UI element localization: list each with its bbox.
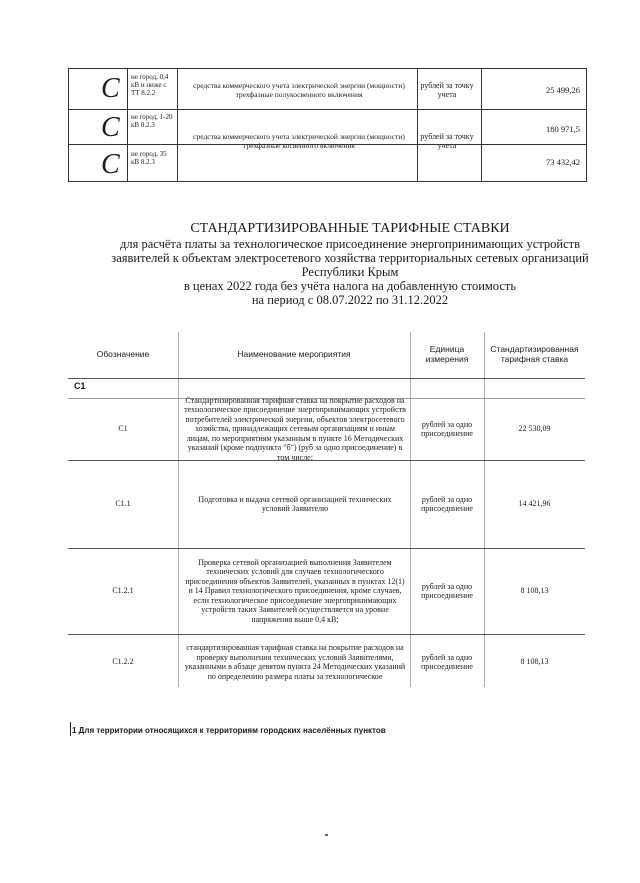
section-label: C1 xyxy=(74,381,86,391)
header-name: Наименование мероприятия xyxy=(237,349,351,359)
table-row xyxy=(68,548,585,634)
rate-amount: 73 432,42 xyxy=(546,157,580,167)
table-row xyxy=(69,144,586,182)
row-rate: 22 530,09 xyxy=(518,424,551,434)
row-unit: рублей за одно присоединение xyxy=(421,494,473,513)
header-unit: Единица измерения xyxy=(425,344,469,364)
heading-line: Республики Крым xyxy=(301,265,399,279)
row-rate: 14 421,96 xyxy=(518,499,551,509)
measure-description: средства коммерческого учета электрической энергии (мощности) трехфазные полукосвенного включения xyxy=(193,81,405,99)
row-unit: рублей за одно присоединение xyxy=(421,652,473,671)
table-row xyxy=(68,634,585,690)
location-label: не город, 35 кВ 8.2.3 xyxy=(131,150,167,166)
row-code: C1.1 xyxy=(115,499,131,509)
top-tariff-table xyxy=(68,68,587,182)
rate-letter: C xyxy=(101,149,120,180)
header-designation: Обозначение xyxy=(96,349,150,359)
rate-amount: 25 499,26 xyxy=(546,85,580,95)
location-label: не город, 0,4 кВ и ниже с ТТ 8.2.2 xyxy=(131,73,169,97)
header-rate: Стандартизированная тарифная ставка xyxy=(490,344,579,364)
row-rate: 8 108,13 xyxy=(520,586,549,596)
heading-title: СТАНДАРТИЗИРОВАННЫЕ ТАРИФНЫЕ СТАВКИ xyxy=(190,221,510,236)
table-header xyxy=(68,332,585,382)
rate-letter: C xyxy=(101,112,120,143)
heading-line: на период с 08.07.2022 по 31.12.2022 xyxy=(251,293,449,307)
table-row xyxy=(69,109,586,150)
unit-label: рублей за точку учета xyxy=(420,81,474,99)
measure-description: средства коммерческого учета электрической энергии (мощности) трехфазные косвенного включения xyxy=(193,132,405,150)
row-rate: 8 108,13 xyxy=(520,657,549,667)
footnote-marker xyxy=(70,722,71,736)
rate-amount: 180 971,5 xyxy=(546,124,580,134)
location-label: не город, 1-20 кВ 8.2.3 xyxy=(131,113,173,129)
row-code: C1 xyxy=(118,424,128,434)
footnote: 1 Для территории относящихся к территориям городских населённых пунктов xyxy=(72,726,386,735)
row-code: C1.2.1 xyxy=(112,586,134,596)
document-heading xyxy=(60,222,640,307)
row-name: Стандартизированная тарифная ставка на покрытие расходов на технологическое присоединение энергопринимающих устройств потребителей электрической энергии, объектов электросетевого хозяйства, принадлежащих сетевым организациям и иным лицам, по мероприятиям указанным в пункте 16 Методических указаний (кроме подпункта "б") (руб за одно присоединение) в том числе: xyxy=(184,395,406,462)
table-row xyxy=(69,69,586,109)
row-unit: рублей за одно присоединение xyxy=(421,419,473,438)
row-name: Проверка сетевой организацией выполнения Заявителем технических условий для случаев технологического присоединения объектов Заявителей, указанных в пунктах 12(1) и 14 Правил технологического присоединения, кроме случаев, если технологическое присоединение энергопринимающих устройств таких Заявителей осуществляется на уровне напряжения выше 0,4 кВ; xyxy=(185,557,405,624)
unit-label: рублей за точку учета xyxy=(420,132,474,150)
heading-line: заявителей к объектам электросетевого хозяйства территориальных сетевых организаций xyxy=(111,251,589,265)
row-code: C1.2.2 xyxy=(112,657,134,667)
row-name: стандартизированная тарифная ставка на покрытие расходов на проверку выполнения технических условий Заявителями, указанными в абзаце девятом пункта 24 Методических указаний по определению размера платы за технологическое xyxy=(184,643,406,681)
tariff-rates-table xyxy=(68,332,585,692)
row-unit: рублей за одно присоединение xyxy=(421,581,473,600)
table-row xyxy=(68,395,585,462)
heading-line: в ценах 2022 года без учёта налога на добавленную стоимость xyxy=(183,279,517,293)
row-divider xyxy=(68,378,585,379)
heading-line: для расчёта платы за технологическое присоединение энергопринимающих устройств xyxy=(120,237,580,251)
rate-letter: C xyxy=(101,73,120,104)
table-row xyxy=(68,460,585,548)
scan-speck xyxy=(325,834,328,836)
row-name: Подготовка и выдача сетевой организацией технических условий Заявителю xyxy=(198,494,392,513)
